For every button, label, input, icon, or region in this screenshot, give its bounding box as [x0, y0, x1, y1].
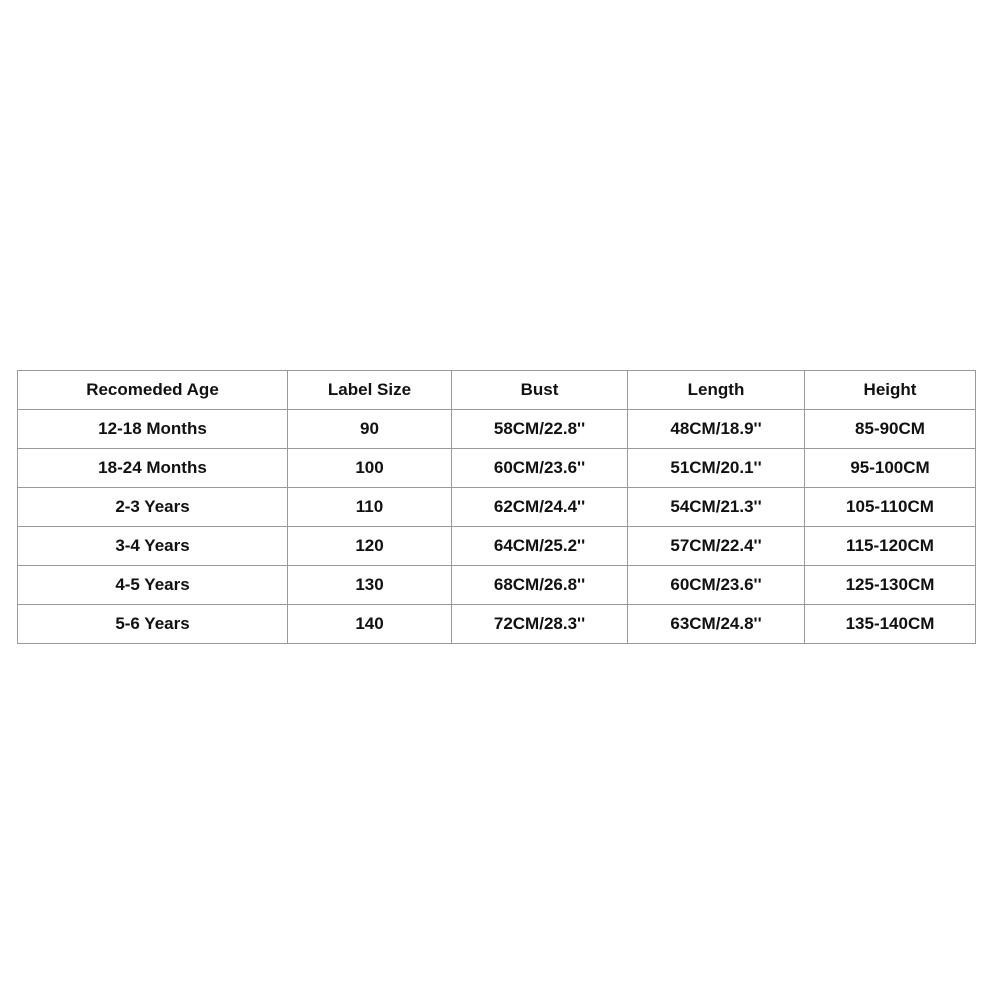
header-row [18, 371, 976, 410]
header-bust: Bust [452, 371, 628, 410]
table-row [18, 605, 976, 644]
table-row [18, 410, 976, 449]
cell-bust: 62CM/24.4'' [452, 488, 628, 527]
cell-bust: 72CM/28.3'' [452, 605, 628, 644]
header-length: Length [628, 371, 805, 410]
cell-age: 18-24 Months [18, 449, 288, 488]
cell-height: 85-90CM [805, 410, 976, 449]
table-row [18, 566, 976, 605]
cell-label-size: 130 [288, 566, 452, 605]
size-chart-body [18, 410, 976, 644]
cell-label-size: 110 [288, 488, 452, 527]
cell-age: 5-6 Years [18, 605, 288, 644]
cell-bust: 64CM/25.2'' [452, 527, 628, 566]
size-chart-header [18, 371, 976, 410]
cell-label-size: 100 [288, 449, 452, 488]
header-label-size: Label Size [288, 371, 452, 410]
table-row [18, 449, 976, 488]
cell-length: 48CM/18.9'' [628, 410, 805, 449]
table-row [18, 488, 976, 527]
cell-length: 54CM/21.3'' [628, 488, 805, 527]
cell-length: 60CM/23.6'' [628, 566, 805, 605]
cell-age: 3-4 Years [18, 527, 288, 566]
cell-height: 115-120CM [805, 527, 976, 566]
cell-bust: 60CM/23.6'' [452, 449, 628, 488]
cell-age: 4-5 Years [18, 566, 288, 605]
cell-label-size: 140 [288, 605, 452, 644]
cell-bust: 58CM/22.8'' [452, 410, 628, 449]
cell-label-size: 120 [288, 527, 452, 566]
cell-height: 105-110CM [805, 488, 976, 527]
table-row [18, 527, 976, 566]
size-chart-table [17, 370, 976, 644]
header-height: Height [805, 371, 976, 410]
cell-length: 57CM/22.4'' [628, 527, 805, 566]
header-age: Recomeded Age [18, 371, 288, 410]
cell-age: 12-18 Months [18, 410, 288, 449]
cell-height: 125-130CM [805, 566, 976, 605]
cell-height: 135-140CM [805, 605, 976, 644]
cell-height: 95-100CM [805, 449, 976, 488]
cell-length: 63CM/24.8'' [628, 605, 805, 644]
cell-bust: 68CM/26.8'' [452, 566, 628, 605]
cell-label-size: 90 [288, 410, 452, 449]
cell-age: 2-3 Years [18, 488, 288, 527]
cell-length: 51CM/20.1'' [628, 449, 805, 488]
